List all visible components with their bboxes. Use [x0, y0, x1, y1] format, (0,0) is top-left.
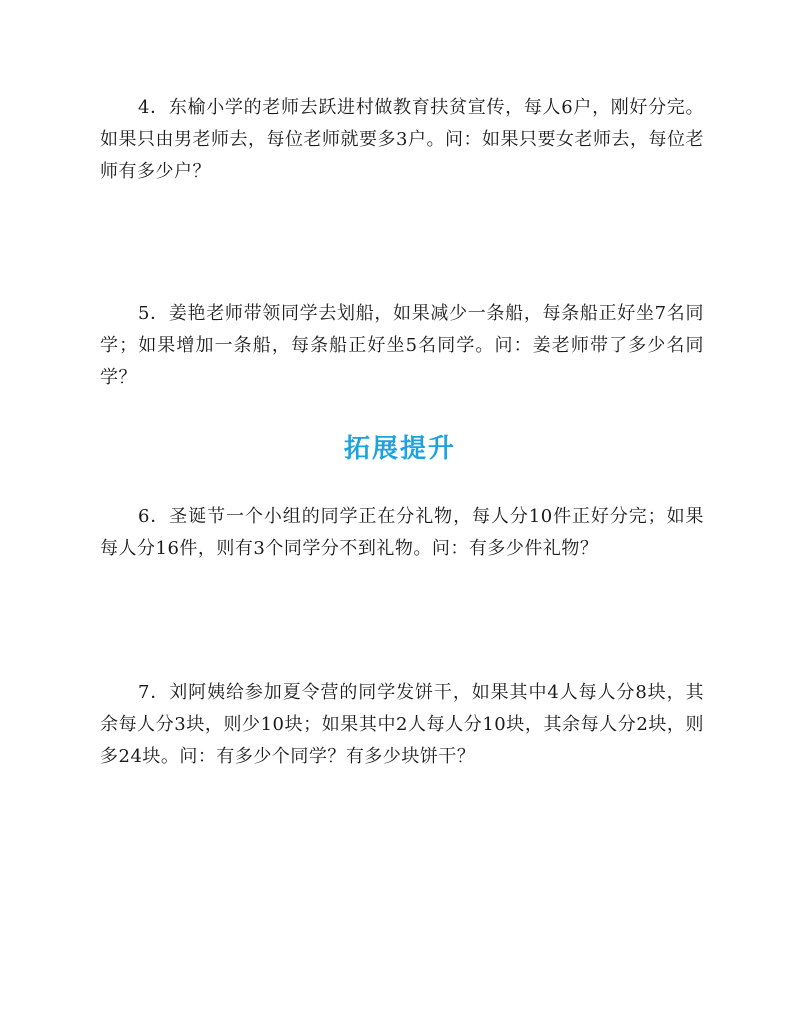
- problem-4: 4．东榆小学的老师去跃进村做教育扶贫宣传，每人6户，刚好分完。如果只由男老师去，每位老师就要多3户。问：如果只要女老师去，每位老师有多少户？: [100, 97, 704, 182]
- problem-6: 6．圣诞节一个小组的同学正在分礼物，每人分10件正好分完；如果每人分16件，则有3个同学分不到礼物。问：有多少件礼物？: [100, 506, 704, 559]
- problem-7: 7．刘阿姨给参加夏令营的同学发饼干，如果其中4人每人分8块，其余每人分3块，则少10块；如果其中2人每人分10块，其余每人分2块，则多24块。问：有多少个同学？有多少块饼干？: [100, 682, 704, 767]
- problem-5: 5．姜艳老师带领同学去划船，如果减少一条船，每条船正好坐7名同学；如果增加一条船，每条船正好坐5名同学。问：姜老师带了多少名同学？: [100, 303, 704, 388]
- section-title-extension: 拓展提升: [343, 434, 456, 464]
